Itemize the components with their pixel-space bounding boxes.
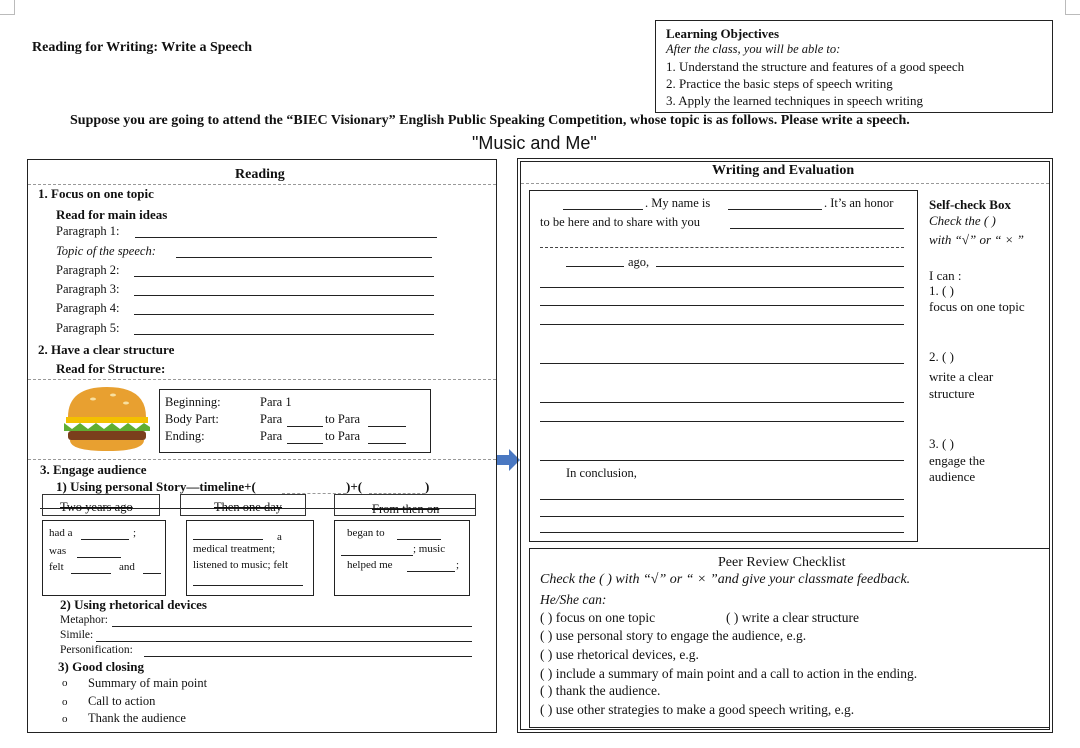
ending-from-blank[interactable] — [287, 443, 323, 444]
paragraph-2-label: Paragraph 2: — [56, 263, 120, 277]
section-focus-topic: 1. Focus on one topic — [38, 186, 154, 201]
personal-story-label: 1) Using personal Story—timeline+( — [56, 479, 256, 494]
writing-line[interactable] — [540, 247, 904, 248]
metaphor-blank[interactable] — [112, 626, 472, 627]
peer-check-item[interactable]: ( ) thank the audience. — [540, 683, 661, 698]
selfcheck-title: Self-check Box — [929, 197, 1011, 212]
reading-heading: Reading — [235, 167, 285, 182]
selfcheck-instruction: Check the ( ) — [929, 213, 996, 228]
paragraph-4-label: Paragraph 4: — [56, 301, 120, 315]
ending-label: Ending: — [165, 429, 205, 443]
writing-blank[interactable] — [656, 266, 904, 267]
conclusion-label: In conclusion, — [566, 466, 637, 480]
story-blank[interactable] — [81, 539, 129, 540]
story-blank[interactable] — [341, 555, 413, 556]
timeline-label: Then one day — [214, 500, 283, 514]
paragraph-5-label: Paragraph 5: — [56, 321, 120, 335]
corner-mark — [0, 0, 15, 15]
selfcheck-item-text: structure — [929, 386, 975, 401]
burger-icon — [58, 383, 156, 455]
story-blank[interactable] — [193, 585, 303, 586]
peer-review-instruction: Check the ( ) with “√” or “ × ”and give your classmate feedback. — [540, 572, 911, 587]
writing-line[interactable] — [540, 402, 904, 403]
body-from-blank[interactable] — [287, 426, 323, 427]
section-engage-audience: 3. Engage audience — [40, 462, 147, 477]
paragraph-2-blank[interactable] — [134, 276, 434, 277]
objective-item: 1. Understand the structure and features of a good speech — [666, 59, 965, 74]
writing-line[interactable] — [540, 532, 904, 533]
speech-text: to be here and to share with you — [540, 215, 701, 229]
story-blank[interactable] — [193, 539, 263, 540]
personification-label: Personification: — [60, 644, 133, 656]
bullet: o — [62, 677, 68, 689]
writing-line[interactable] — [540, 324, 904, 325]
writing-blank[interactable] — [730, 228, 904, 229]
speech-writing-area — [529, 190, 918, 542]
topic-label: Topic of the speech: — [56, 244, 156, 258]
speech-text: . My name is — [645, 196, 711, 210]
writing-line[interactable] — [540, 460, 904, 461]
closing-item: Call to action — [88, 694, 156, 708]
paragraph-5-blank[interactable] — [134, 334, 434, 335]
closing-item: Thank the audience — [88, 711, 186, 725]
writing-line[interactable] — [540, 516, 904, 517]
story-box-1: had a ; was felt and — [42, 520, 166, 596]
story-blank[interactable] — [407, 571, 455, 572]
bullet: o — [62, 713, 68, 725]
corner-mark — [1065, 0, 1080, 15]
selfcheck-item-text: engage the — [929, 453, 985, 468]
peer-check-item[interactable]: ( ) use personal story to engage the audience, e.g. — [540, 628, 807, 643]
writing-blank[interactable] — [563, 209, 643, 210]
writing-prompt: Suppose you are going to attend the “BIEC Visionary” English Public Speaking Competition, whose topic is as follows. Please write a speech. — [70, 113, 910, 128]
objective-item: 2. Practice the basic steps of speech writing — [666, 76, 893, 91]
writing-heading: Writing and Evaluation — [712, 163, 855, 178]
timeline-label: From then on — [372, 502, 440, 516]
beginning-value: Para 1 — [260, 395, 292, 409]
topic-blank[interactable] — [176, 257, 432, 258]
story-box-2: a medical treatment; listened to music; felt — [186, 520, 314, 596]
closing-item: Summary of main point — [88, 676, 208, 690]
story-blank[interactable] — [77, 557, 121, 558]
body-label: Body Part: — [165, 412, 219, 426]
peer-check-item[interactable]: ( ) focus on one topic — [540, 610, 656, 625]
writing-line[interactable] — [540, 287, 904, 288]
objectives-heading: Learning Objectives — [666, 26, 780, 41]
speech-text: . It’s an honor — [824, 196, 894, 210]
simile-label: Simile: — [60, 629, 94, 641]
metaphor-label: Metaphor: — [60, 614, 108, 626]
writing-line[interactable] — [540, 363, 904, 364]
good-closing-label: 3) Good closing — [58, 659, 144, 674]
paragraph-3-blank[interactable] — [134, 295, 434, 296]
selfcheck-item-3[interactable]: 3. ( ) — [929, 436, 954, 451]
paragraph-1-label: Paragraph 1: — [56, 224, 120, 238]
speech-topic: "Music and Me" — [472, 133, 597, 153]
paragraph-4-blank[interactable] — [134, 314, 434, 315]
personification-blank[interactable] — [144, 656, 472, 657]
writing-line[interactable] — [540, 421, 904, 422]
objectives-intro: After the class, you will be able to: — [666, 42, 841, 56]
peer-check-item[interactable]: ( ) use other strategies to make a good speech writing, e.g. — [540, 702, 855, 717]
peer-check-item[interactable]: ( ) write a clear structure — [726, 610, 860, 625]
selfcheck-item-2[interactable]: 2. ( ) — [929, 349, 954, 364]
structure-box: Beginning: Para 1 Body Part: Para to Para Ending: Para to Para — [159, 389, 431, 453]
peer-check-item[interactable]: ( ) use rhetorical devices, e.g. — [540, 647, 699, 662]
bullet: o — [62, 696, 68, 708]
ending-to-blank[interactable] — [368, 443, 406, 444]
body-to-blank[interactable] — [368, 426, 406, 427]
beginning-label: Beginning: — [165, 395, 221, 409]
writing-blank[interactable] — [566, 266, 624, 267]
section-clear-structure: 2. Have a clear structure — [38, 342, 175, 357]
paragraph-3-label: Paragraph 3: — [56, 282, 120, 296]
objective-item: 3. Apply the learned techniques in speech writing — [666, 93, 924, 108]
page-title: Reading for Writing: Write a Speech — [32, 40, 252, 55]
peer-check-item[interactable]: ( ) include a summary of main point and a call to action in the ending. — [540, 666, 918, 681]
story-blank[interactable] — [71, 573, 111, 574]
selfcheck-item-text: write a clear — [929, 369, 994, 384]
peer-review-title: Peer Review Checklist — [718, 555, 846, 570]
learning-objectives-box — [655, 20, 1053, 113]
selfcheck-item-text: audience — [929, 469, 976, 484]
simile-blank[interactable] — [96, 641, 472, 642]
selfcheck-ican: I can : — [929, 268, 962, 283]
story-blank[interactable] — [397, 539, 441, 540]
timeline-label: Two years ago — [60, 500, 133, 514]
story-box-3: began to ; music helped me ; — [334, 520, 470, 596]
peer-hecan: He/She can: — [540, 592, 607, 607]
rhetorical-devices-label: 2) Using rhetorical devices — [60, 597, 207, 612]
writing-blank[interactable] — [728, 209, 822, 210]
read-main-ideas: Read for main ideas — [56, 207, 168, 222]
selfcheck-instruction-2: with “√” or “ × ” — [929, 232, 1025, 247]
speech-text: ago, — [628, 255, 650, 269]
selfcheck-item-text: focus on one topic — [929, 299, 1025, 314]
read-for-structure: Read for Structure: — [56, 361, 166, 376]
selfcheck-item-1[interactable]: 1. ( ) — [929, 283, 954, 298]
paragraph-1-blank[interactable] — [135, 237, 437, 238]
writing-line[interactable] — [540, 499, 904, 500]
writing-line[interactable] — [540, 305, 904, 306]
story-blank[interactable] — [143, 573, 161, 574]
